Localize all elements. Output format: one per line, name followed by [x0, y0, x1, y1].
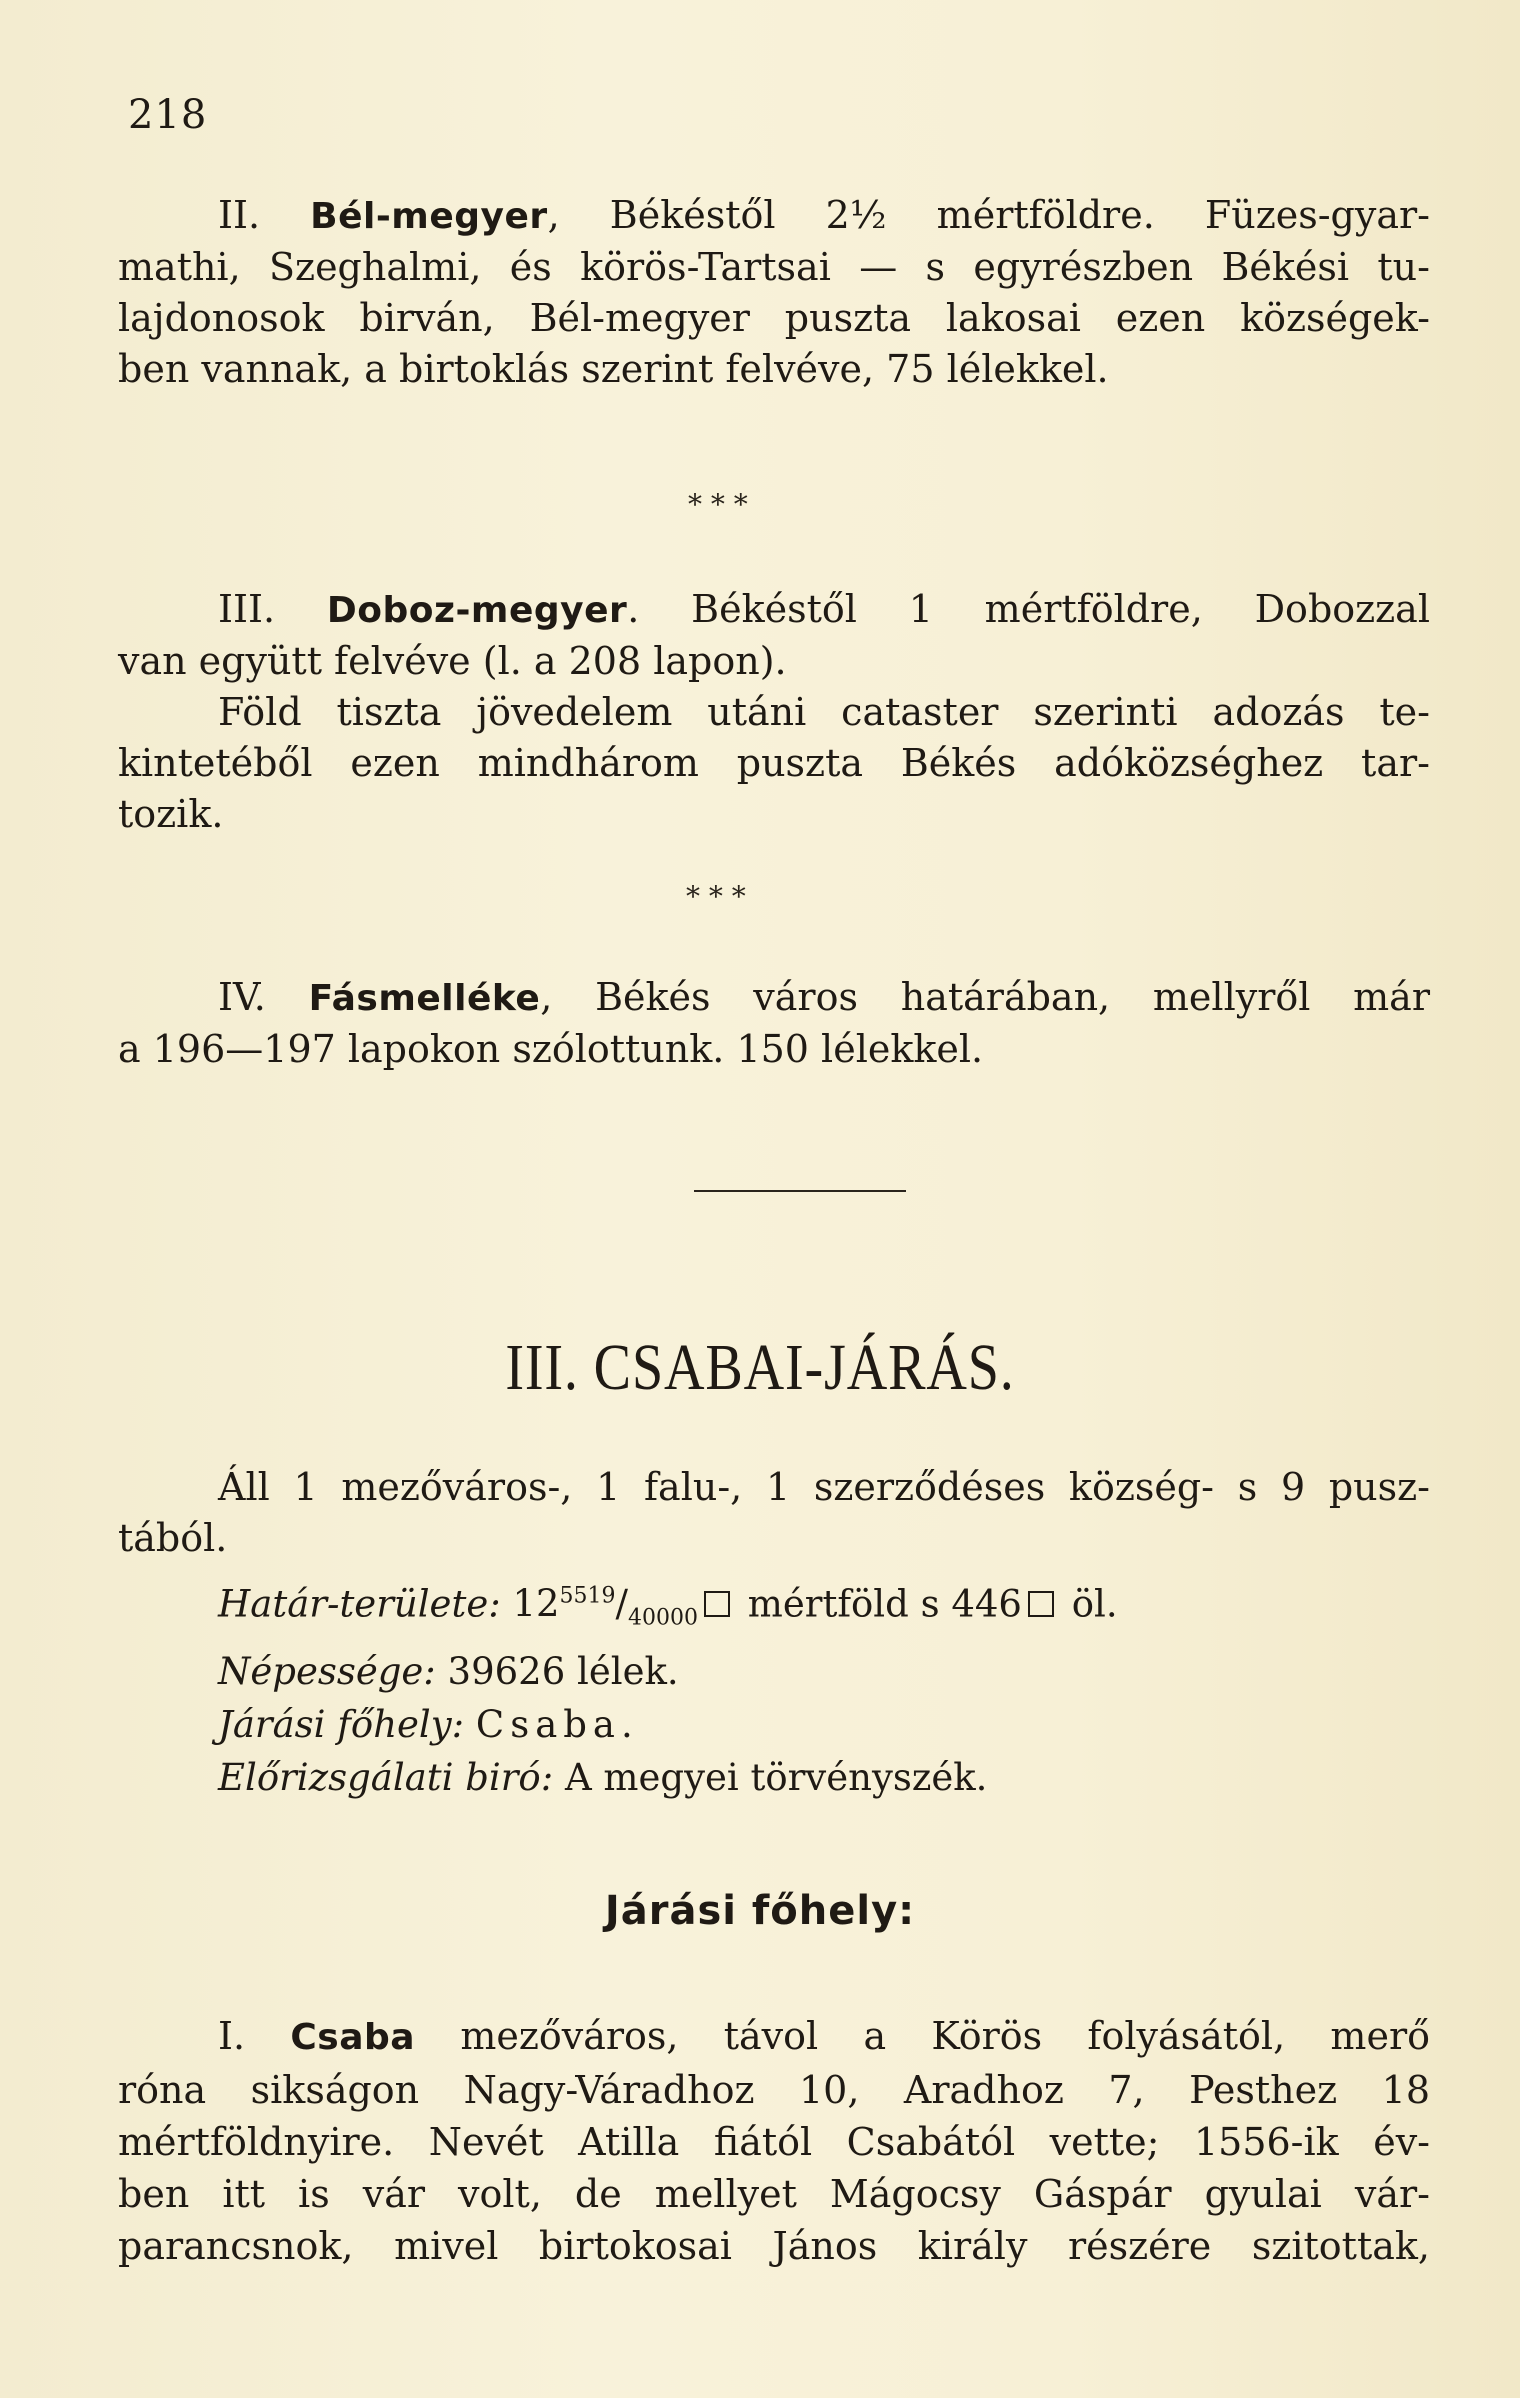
page-number: 218 [128, 92, 208, 138]
text-line: III. Doboz-megyer. Békéstől 1 mértföldre, Dobozzal [218, 587, 1430, 631]
seat-label: Járási főhely: [218, 1702, 465, 1746]
text-line: parancsnok, mivel birtokosai János király részére szitottak, [118, 2224, 1430, 2268]
square-symbol-icon [704, 1591, 730, 1617]
chapter-heading: III. CSABAI-JÁRÁS. [505, 1331, 1015, 1404]
text-line: mértföldnyire. Nevét Atilla fiától Csabától vette; 1556-ik év- [118, 2120, 1430, 2164]
judge-label: Előrizsgálati biró: [218, 1755, 554, 1799]
section-doboz-megyer [118, 584, 1430, 840]
text-line: II. Bél-megyer, Békéstől 2½ mértföldre. Füzes-gyar- [218, 193, 1430, 237]
seat-value: Csaba. [475, 1702, 639, 1746]
area-label: Határ-területe: [218, 1582, 501, 1626]
text-line: a 196—197 lapokon szólottunk. 150 lélekkel. [118, 1027, 984, 1071]
population-row [118, 1645, 1430, 1698]
asterism-divider: * * * [688, 488, 748, 521]
text-line: lajdonosok birván, Bél-megyer puszta lakosai ezen községek- [118, 296, 1430, 340]
text-line: mathi, Szeghalmi, és körös-Tartsai — s egyrészben Békési tu- [118, 245, 1430, 289]
text-line: tából. [118, 1516, 228, 1560]
text-line: tozik. [118, 792, 224, 836]
text-line: kintetéből ezen mindhárom puszta Békés adóközséghez tar- [118, 741, 1430, 785]
seat-row [118, 1698, 1430, 1751]
text-line: Áll 1 mezőváros-, 1 falu-, 1 szerződéses község- s 9 pusz- [218, 1465, 1430, 1509]
place-name: Fásmelléke [308, 978, 541, 1019]
text-line: van együtt felvéve (l. a 208 lapon). [118, 639, 787, 683]
text-line: róna sikságon Nagy-Váradhoz 10, Aradhoz 7, Pesthez 18 [118, 2068, 1430, 2112]
judge-value: A megyei törvényszék. [564, 1755, 988, 1799]
section-subheading: Járási főhely: [604, 1888, 916, 1934]
section-csaba [118, 2010, 1430, 2272]
area-value: $12^{5519}/_{40000}$ [512, 1582, 699, 1631]
text-line: ben itt is vár volt, de mellyet Mágocsy Gáspár gyulai vár- [118, 2172, 1430, 2216]
place-name: Doboz-megyer [326, 590, 628, 631]
population-label: Népessége: [218, 1649, 436, 1693]
square-symbol-icon [1028, 1591, 1054, 1617]
section-bel-megyer [118, 190, 1430, 395]
text-line: Föld tiszta jövedelem utáni cataster szerinti adozás te- [218, 690, 1430, 734]
place-name: Csaba [290, 2017, 416, 2058]
horizontal-rule [694, 1190, 906, 1192]
judge-row [118, 1751, 1430, 1804]
place-name: Bél-megyer [310, 196, 548, 237]
text-line: ben vannak, a birtoklás szerint felvéve, 75 lélekkel. [118, 347, 1109, 391]
district-intro [118, 1462, 1430, 1564]
area-row: Határ-területe: $12^{5519}/_{40000}$ mértföld s 446 öl. [218, 1582, 1118, 1631]
text-line: IV. Fásmelléke, Békés város határában, mellyről már [218, 975, 1431, 1019]
section-fasmelleke [118, 972, 1430, 1075]
population-value: 39626 lélek. [447, 1649, 679, 1693]
district-facts [118, 1570, 1430, 1804]
text-line: I. Csaba mezőváros, távol a Körös folyásától, merő [218, 2014, 1430, 2058]
asterism-divider: * * * [686, 880, 746, 913]
